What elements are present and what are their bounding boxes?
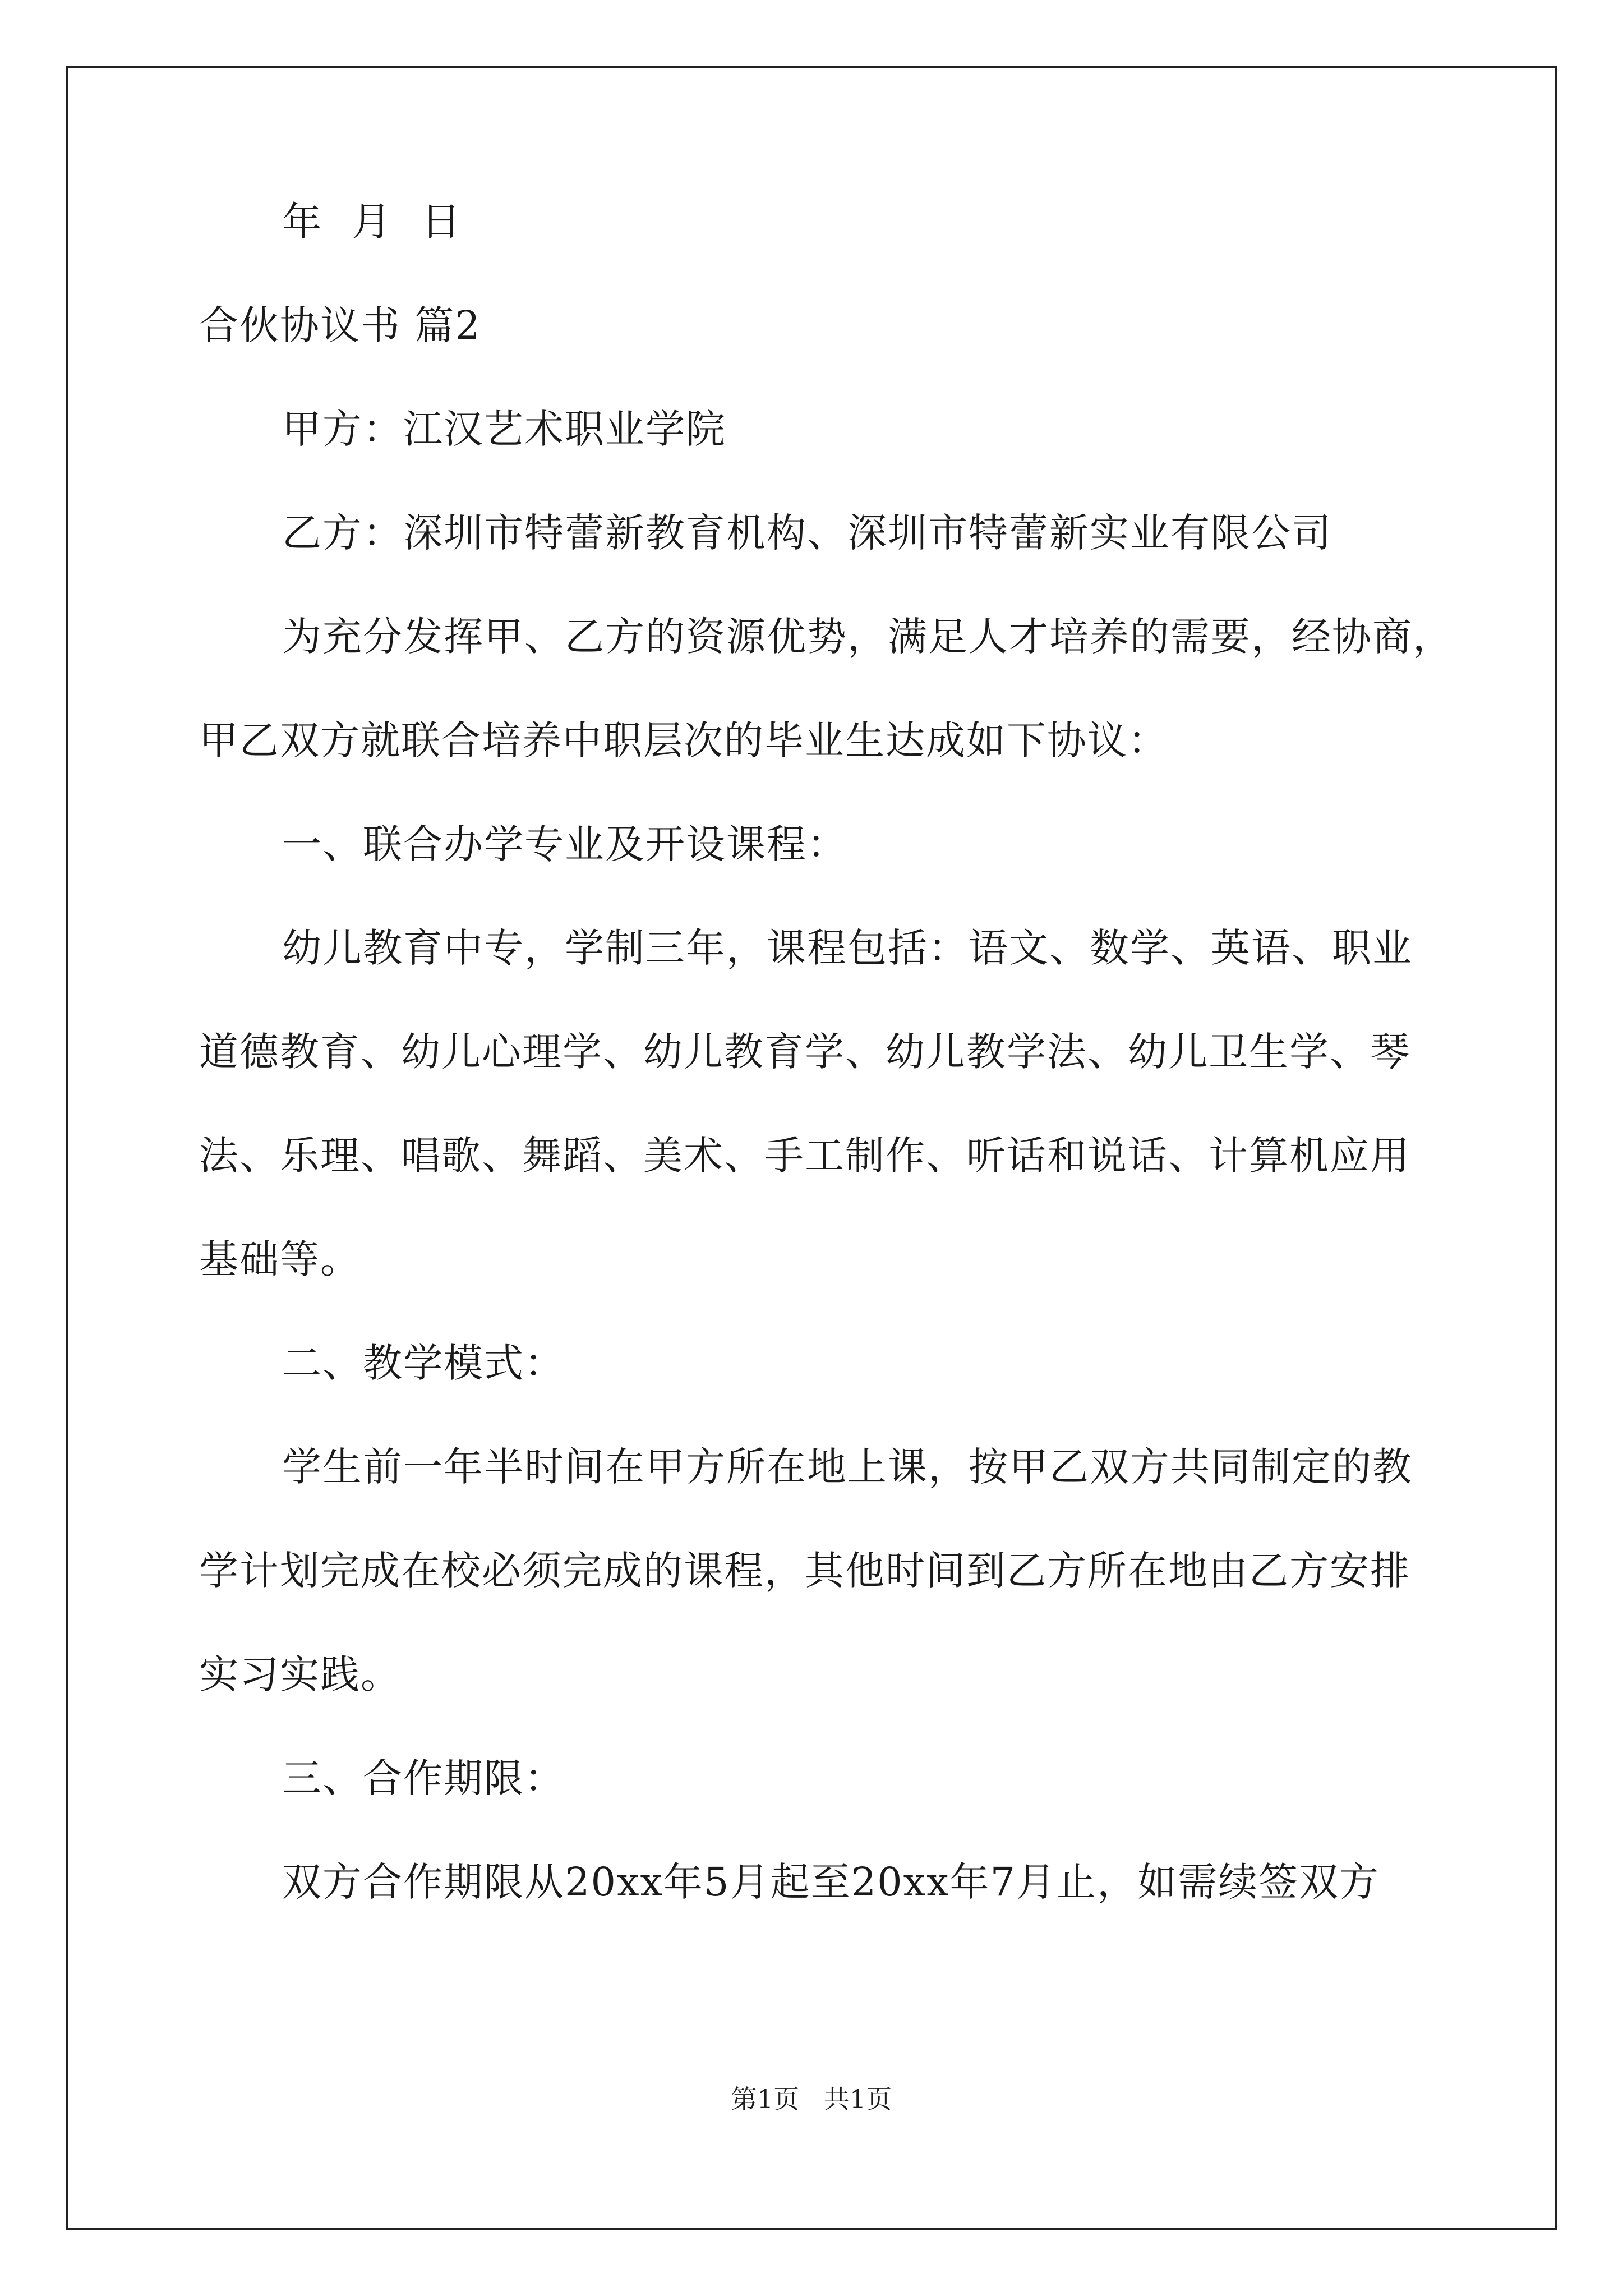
intro-line-1: 为充分发挥甲、乙方的资源优势，满足人才培养的需要，经协商， <box>282 614 1453 660</box>
date-day: 日 <box>421 199 462 245</box>
term-line-1: 双方合作期限从20xx年5月起至20xx年7月止，如需续签双方 <box>282 1859 1380 1905</box>
page-footer: 第1页 共1页 <box>731 2084 892 2114</box>
courses-line-1: 幼儿教育中专，学制三年，课程包括：语文、数学、英语、职业 <box>282 925 1413 971</box>
heading-term: 三、合作期限： <box>282 1755 565 1801</box>
party-b: 乙方：深圳市特蕾新教育机构、深圳市特蕾新实业有限公司 <box>282 510 1332 556</box>
courses-line-4: 基础等。 <box>199 1236 361 1282</box>
date-year: 年 <box>282 199 322 245</box>
party-a: 甲方：江汉艺术职业学院 <box>282 406 726 452</box>
date-line <box>282 194 491 250</box>
date-month: 月 <box>352 199 392 245</box>
teaching-line-2: 学计划完成在校必须完成的课程，其他时间到乙方所在地由乙方安排 <box>199 1548 1410 1594</box>
intro-line-2: 甲乙双方就联合培养中职层次的毕业生达成如下协议： <box>199 717 1168 763</box>
teaching-line-3: 实习实践。 <box>199 1651 401 1697</box>
courses-line-2: 道德教育、幼儿心理学、幼儿教育学、幼儿教学法、幼儿卫生学、琴 <box>199 1029 1410 1075</box>
teaching-line-1: 学生前一年半时间在甲方所在地上课，按甲乙双方共同制定的教 <box>282 1444 1413 1490</box>
section-title: 合伙协议书 篇2 <box>199 302 481 348</box>
heading-teaching-mode: 二、教学模式： <box>282 1340 565 1386</box>
heading-courses: 一、联合办学专业及开设课程： <box>282 821 847 867</box>
courses-line-3: 法、乐理、唱歌、舞蹈、美术、手工制作、听话和说话、计算机应用 <box>199 1133 1410 1179</box>
